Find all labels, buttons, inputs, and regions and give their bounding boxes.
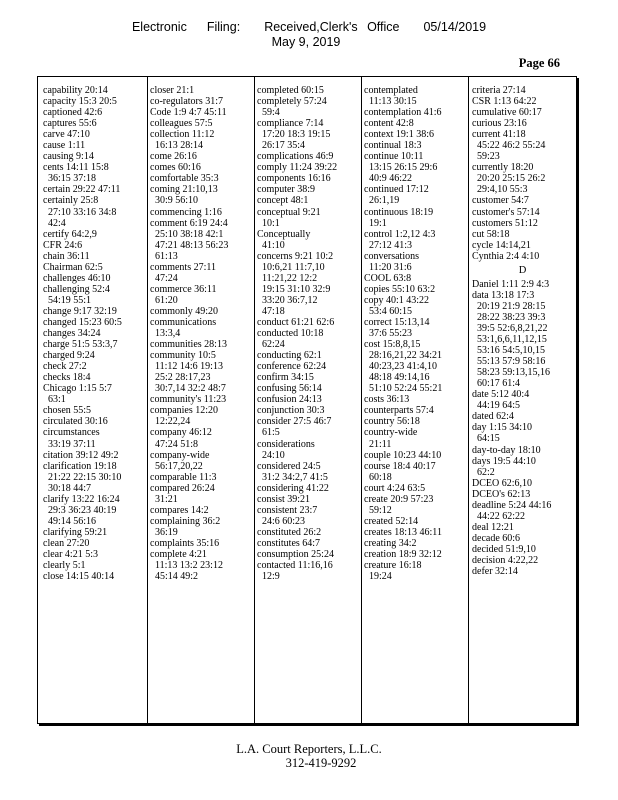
index-entry: days 19:5 44:10 62:2 — [472, 455, 536, 478]
filing-date: 05/14/2019 — [423, 20, 487, 34]
index-entry: continual 18:3 — [364, 140, 422, 152]
index-entry: Cynthia 2:4 4:10 — [472, 250, 540, 262]
index-entry: conversations 11:20 31:6 — [364, 250, 419, 273]
index-entry: COOL 63:8 — [364, 272, 412, 284]
index-entry: capability 20:14 — [43, 85, 108, 96]
index-entry: contacted 11:16,16 12:9 — [257, 560, 333, 583]
index-entry: CFR 24:6 — [43, 239, 83, 251]
index-entry: DCEO's 62:13 — [472, 488, 531, 500]
index-entry: consumption 25:24 — [257, 548, 334, 560]
index-entry: change 9:17 32:19 — [43, 305, 117, 317]
filing-word-1: Electronic — [131, 20, 187, 34]
index-entry: customers 51:12 — [472, 217, 538, 229]
index-entry: computer 38:9 — [257, 184, 316, 196]
index-entry: control 1:2,12 4:3 27:12 41:3 — [364, 228, 436, 251]
index-entry: continue 10:11 13:15 26:15 29:6 40:9 46:22 — [364, 151, 438, 185]
index-frame — [37, 76, 577, 724]
index-entry: considered 24:5 31:2 34:2,7 41:5 — [257, 460, 328, 483]
index-column-2 — [150, 85, 251, 723]
index-entry: companies 12:20 12:22,24 — [150, 405, 219, 428]
index-entry: challenges 46:10 — [43, 272, 111, 284]
index-entry: criteria 27:14 — [472, 85, 526, 96]
index-entry: country 56:18 — [364, 416, 420, 428]
index-entry: costs 36:13 — [364, 394, 410, 406]
index-entry: day-to-day 18:10 — [472, 444, 541, 456]
index-entry: commonly 49:20 — [150, 305, 219, 317]
index-entry: communications 13:3,4 — [150, 316, 217, 340]
index-entry: decade 60:6 — [472, 532, 521, 544]
index-entry: creating 34:2 — [364, 537, 417, 549]
index-entry: comes 60:16 — [150, 162, 201, 174]
index-entry: copy 40:1 43:22 53:4 60:15 — [364, 294, 429, 317]
index-entry: Conceptually 41:10 — [257, 228, 311, 251]
index-entry: considering 41:22 — [257, 482, 329, 494]
index-entry: complications 46:9 — [257, 151, 334, 163]
index-entry: comfortable 35:3 — [150, 173, 219, 185]
index-entry: defer 32:14 — [472, 566, 518, 578]
index-entry: collection 11:12 16:13 28:14 — [150, 129, 215, 152]
index-entry: checks 18:4 — [43, 372, 91, 384]
index-entry: create 20:9 57:23 59:12 — [364, 493, 434, 516]
index-entry: completed 60:15 — [257, 85, 324, 96]
index-entry: conjunction 30:3 — [257, 405, 325, 417]
section-letter: D — [518, 264, 527, 276]
index-entry: changes 34:24 — [43, 328, 101, 340]
index-entry: commencing 1:16 — [150, 206, 222, 218]
index-entry: components 16:16 — [257, 173, 331, 185]
page-number: Page 66 — [518, 56, 560, 70]
index-entry: charge 51:5 53:3,7 — [43, 339, 118, 351]
index-entry: charged 9:24 — [43, 350, 95, 362]
index-entry: cycle 14:14,21 — [472, 239, 531, 251]
index-entry: day 1:15 34:10 64:15 — [472, 422, 532, 445]
index-entry: complaining 36:2 36:19 — [150, 515, 221, 538]
index-entry: community 10:5 11:12 14:6 19:13 25:2 28:17,23 30:7,14 32:2 48:7 — [150, 350, 226, 395]
index-entry: circulated 30:16 — [43, 416, 108, 428]
transcript-date: May 9, 2019 — [271, 35, 341, 49]
index-entry: conducting 62:1 — [257, 350, 322, 362]
index-entry: copies 55:10 63:2 — [364, 283, 436, 295]
index-entry: constitutes 64:7 — [257, 537, 321, 549]
index-entry: decision 4:22,22 — [472, 554, 539, 566]
index-entry: cost 15:8,8,15 28:16,21,22 34:21 40:23,23 41:4,10 48:18 49:14,16 51:10 52:24 55:21 — [364, 339, 443, 395]
index-entry: complaints 35:16 — [150, 537, 220, 549]
index-entry: deadline 5:24 44:16 44:22 62:22 — [472, 499, 552, 522]
index-entry: contemplation 41:6 — [364, 107, 442, 119]
index-entry: come 26:16 — [150, 151, 197, 163]
index-entry: continuous 18:19 19:1 — [364, 206, 434, 229]
index-entry: co-regulators 31:7 — [150, 96, 224, 108]
index-entry: check 27:2 — [43, 361, 87, 373]
index-entry: comply 11:24 39:22 — [257, 162, 338, 174]
index-entry: considerations 24:10 — [257, 438, 315, 461]
index-entry: completely 57:24 59:4 — [257, 96, 327, 119]
index-entry: conference 62:24 — [257, 361, 327, 373]
index-entry: comments 27:11 47:24 — [150, 261, 217, 284]
index-entry: community's 11:23 — [150, 394, 227, 406]
index-entry: Code 1:9 4:7 45:11 — [150, 107, 227, 119]
index-entry: content 42:8 — [364, 118, 414, 130]
index-entry: course 18:4 40:17 60:18 — [364, 460, 436, 483]
index-entry: context 19:1 38:6 — [364, 129, 434, 141]
index-entry: counterparts 57:4 — [364, 405, 434, 417]
index-entry: changed 15:23 60:5 — [43, 316, 122, 328]
index-entry: complete 4:21 11:13 13:2 23:12 45:14 49:2 — [150, 548, 223, 583]
index-entry: country-wide 21:11 — [364, 427, 418, 450]
filing-word-2: Filing: — [206, 20, 241, 34]
index-entry: curious 23:16 — [472, 118, 527, 130]
index-entry: chain 36:11 — [43, 250, 90, 262]
index-entry: confusing 56:14 — [257, 383, 322, 395]
index-entry: conduct 61:21 62:6 — [257, 316, 335, 328]
index-column-5 — [472, 85, 573, 723]
reporter-name: L.A. Court Reporters, L.L.C. — [236, 742, 382, 756]
index-entry: consist 39:21 — [257, 493, 311, 505]
index-entry: dated 62:4 — [472, 411, 514, 423]
index-entry: company-wide 56:17,20,22 — [150, 449, 210, 472]
index-entry: certainly 25:8 27:10 33:16 34:8 42:4 — [43, 195, 117, 229]
index-entry: consider 27:5 46:7 61:5 — [257, 416, 332, 439]
index-entry: consistent 23:7 24:6 60:23 — [257, 504, 318, 527]
footer — [0, 742, 618, 770]
index-entry: concept 48:1 — [257, 195, 309, 207]
index-entry: DCEO 62:6,10 — [472, 477, 532, 489]
index-entry: conceptual 9:21 10:1 — [257, 206, 321, 229]
index-entry: captures 55:6 — [43, 118, 97, 130]
index-entry: company 46:12 47:24 51:8 — [150, 427, 212, 450]
index-entry: clear 4:21 5:3 — [43, 548, 98, 560]
index-entry: CSR 1:13 64:22 — [472, 96, 537, 108]
index-entry: decided 51:9,10 — [472, 543, 536, 555]
index-entry: certain 29:22 47:11 — [43, 184, 121, 196]
index-entry: communities 28:13 — [150, 339, 227, 351]
index-entry: concerns 9:21 10:2 10:6,21 11:7,10 11:21,22 12:2 19:15 31:10 32:9 33:20 36:7,12 47:18 — [257, 250, 334, 317]
filing-word-4: Office — [367, 20, 400, 34]
index-entry: colleagues 57:5 — [150, 118, 213, 130]
index-entry: Chicago 1:15 5:7 63:1 — [43, 383, 112, 406]
index-entry: created 52:14 — [364, 515, 419, 527]
index-entry: captioned 42:6 — [43, 107, 103, 119]
index-entry: cause 1:11 — [43, 140, 86, 152]
reporter-phone: 312-419-9292 — [285, 756, 357, 770]
index-entry: current 41:18 45:22 46:2 55:24 59:23 — [472, 129, 546, 163]
index-entry: currently 18:20 20:20 25:15 26:2 29:4,10 55:3 — [472, 162, 546, 196]
index-entry: Daniel 1:11 2:9 4:3 — [472, 278, 550, 290]
index-entry: compliance 7:14 17:20 18:3 19:15 26:17 35:4 — [257, 118, 331, 152]
index-entry: circumstances 33:19 37:11 — [43, 427, 100, 450]
filing-header — [0, 20, 618, 50]
index-entry: clarifying 59:21 — [43, 526, 108, 538]
index-entry: customer's 57:14 — [472, 206, 540, 218]
filing-word-3: Received,Clerk's — [264, 20, 358, 34]
index-entry: confirm 34:15 — [257, 372, 314, 384]
index-entry: chosen 55:5 — [43, 405, 92, 417]
index-entry: carve 47:10 — [43, 129, 90, 141]
index-entry: clarification 19:18 21:22 22:15 30:10 30:18 44:7 — [43, 460, 122, 494]
index-entry: comparable 11:3 — [150, 471, 217, 483]
index-entry: compares 14:2 — [150, 504, 209, 516]
index-entry: challenging 52:4 54:19 55:1 — [43, 283, 110, 306]
index-column-3 — [257, 85, 358, 723]
index-entry: date 5:12 40:4 44:19 64:5 — [472, 389, 530, 412]
index-entry: deal 12:21 — [472, 521, 514, 533]
index-entry: data 13:18 17:3 20:19 21:9 28:15 28:22 38:23 39:3 39:5 52:6,8,21,22 53:1,6,6,11,12,15 53:16 54:5,10,15 55:13 57:9 58:16 58:23 59:13,15,16 60:17 61:4 — [472, 289, 551, 390]
index-column-1 — [43, 85, 144, 723]
index-entry: creates 18:13 46:11 — [364, 526, 442, 538]
index-entry: comment 6:19 24:4 25:10 38:18 42:1 47:21 48:13 56:23 61:13 — [150, 217, 229, 262]
index-entry: clearly 5:1 — [43, 560, 86, 572]
index-column-4 — [364, 85, 465, 723]
index-entry: clean 27:20 — [43, 537, 90, 549]
index-entry: close 14:15 40:14 — [43, 571, 115, 583]
filing-stamp-line — [0, 20, 618, 35]
index-entry: clarify 13:22 16:24 29:3 36:23 40:19 49:14 56:16 — [43, 493, 120, 527]
index-entry: commerce 36:11 61:20 — [150, 283, 217, 306]
index-entry: compared 26:24 31:21 — [150, 482, 215, 505]
index-entry: continued 17:12 26:1,19 — [364, 184, 429, 207]
index-entry: creation 18:9 32:12 — [364, 548, 442, 560]
index-entry: couple 10:23 44:10 — [364, 449, 442, 461]
index-entry: cumulative 60:17 — [472, 107, 542, 119]
index-entry: coming 21:10,13 30:9 56:10 — [150, 184, 218, 207]
index-entry: contemplated 11:13 30:15 — [364, 85, 418, 108]
index-entry: conducted 10:18 62:24 — [257, 328, 324, 351]
index-entry: causing 9:14 — [43, 151, 94, 163]
index-entry: cut 58:18 — [472, 228, 510, 240]
index-entry: court 4:24 63:5 — [364, 482, 426, 494]
index-entry: closer 21:1 — [150, 85, 195, 96]
index-entry: Chairman 62:5 — [43, 261, 103, 273]
index-entry: confusion 24:13 — [257, 394, 322, 406]
index-entry: citation 39:12 49:2 — [43, 449, 119, 461]
index-entry: certify 64:2,9 — [43, 228, 97, 240]
index-entry: correct 15:13,14 37:6 55:23 — [364, 316, 430, 340]
index-entry: customer 54:7 — [472, 195, 529, 207]
index-entry: creature 16:18 19:24 — [364, 560, 422, 583]
index-entry: capacity 15:3 20:5 — [43, 96, 117, 108]
index-entry: constituted 26:2 — [257, 526, 322, 538]
index-entry: cents 14:11 15:8 36:15 37:18 — [43, 162, 109, 185]
